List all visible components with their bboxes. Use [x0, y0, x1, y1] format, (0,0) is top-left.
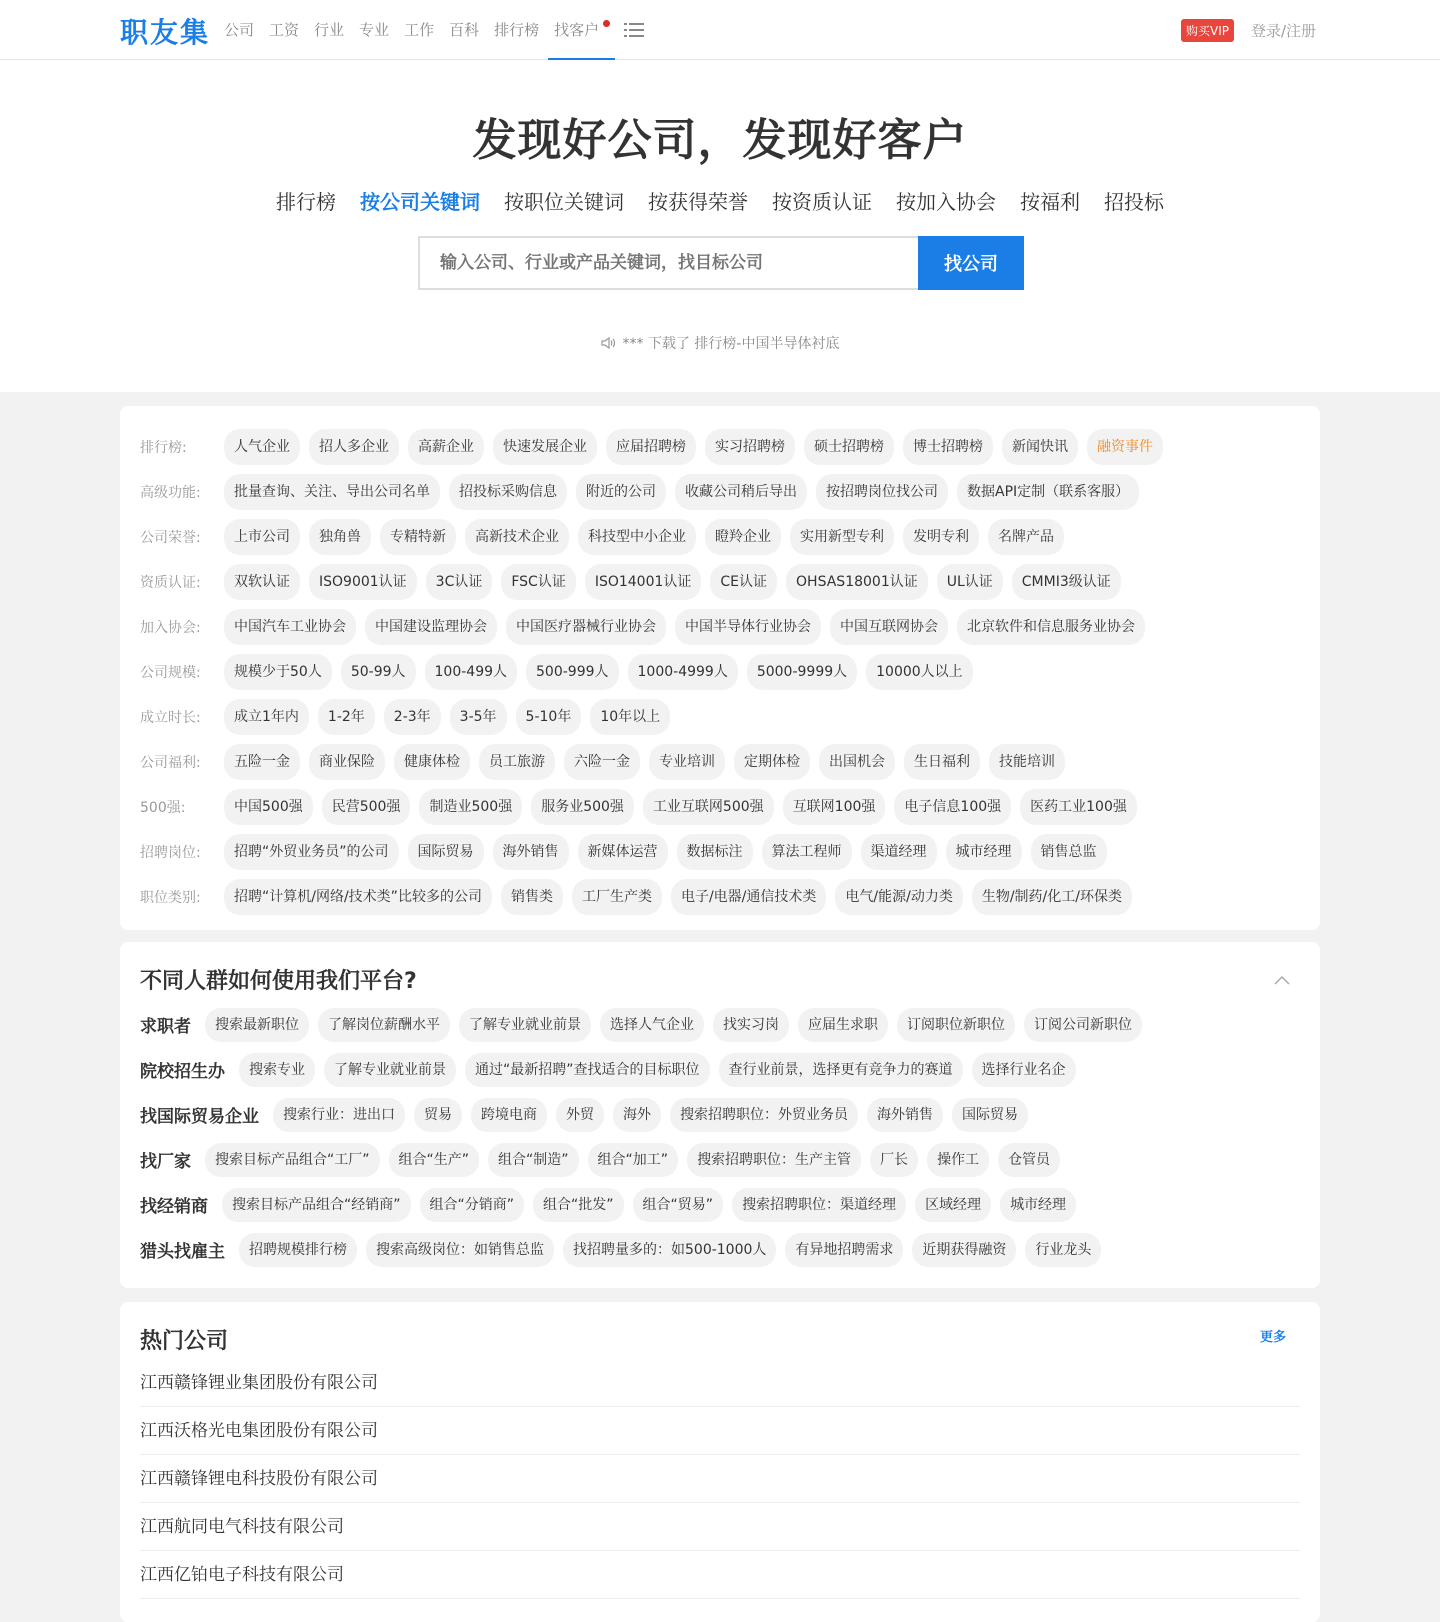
filter-chip[interactable]: 渠道经理: [861, 834, 937, 870]
usage-chip[interactable]: 城市经理: [1000, 1188, 1076, 1222]
nav-jobs[interactable]: 工作: [404, 21, 435, 39]
menu-list-icon[interactable]: [624, 0, 646, 60]
filter-chip[interactable]: 批量查询、关注、导出公司名单: [224, 474, 440, 510]
nav-salary[interactable]: 工资: [269, 21, 300, 39]
filter-chip[interactable]: ISO9001认证: [309, 564, 417, 600]
usage-chip[interactable]: 组合“贸易”: [633, 1188, 724, 1222]
tab-association[interactable]: 按加入协会: [896, 190, 996, 214]
filter-chip[interactable]: 3-5年: [450, 699, 507, 735]
usage-row-label: 找厂家: [140, 1152, 191, 1172]
filter-chip[interactable]: 销售类: [501, 879, 563, 915]
filter-chip[interactable]: 技能培训: [989, 744, 1065, 780]
usage-chip[interactable]: 组合“加工”: [588, 1143, 679, 1177]
filter-chip[interactable]: 中国医疗器械行业协会: [506, 609, 666, 645]
usage-guide-panel: [120, 942, 1320, 1288]
filter-chip[interactable]: 员工旅游: [479, 744, 555, 780]
nav-major[interactable]: 专业: [359, 21, 390, 39]
filter-label: 公司荣誉:: [140, 529, 201, 546]
tab-company-keyword[interactable]: 按公司关键词: [360, 190, 480, 214]
filter-chip[interactable]: 名牌产品: [988, 519, 1064, 555]
usage-chip[interactable]: 海外销售: [867, 1098, 943, 1132]
filter-label: 公司福利:: [140, 754, 201, 771]
filter-chip[interactable]: 博士招聘榜: [903, 429, 993, 465]
filter-chip[interactable]: 招投标采购信息: [449, 474, 567, 510]
filter-chip[interactable]: 5-10年: [516, 699, 582, 735]
usage-chip[interactable]: 海外: [613, 1098, 661, 1132]
usage-chip[interactable]: 找实习岗: [713, 1008, 789, 1042]
filter-chip[interactable]: 商业保险: [309, 744, 385, 780]
filter-chip[interactable]: 快速发展企业: [493, 429, 597, 465]
hot-companies-panel: [120, 1302, 1320, 1622]
filter-chip[interactable]: 工业互联网500强: [643, 789, 774, 825]
usage-chip[interactable]: 搜索高级岗位：如销售总监: [366, 1233, 554, 1267]
usage-chip[interactable]: 搜索目标产品组合“工厂”: [205, 1143, 380, 1177]
filter-chip[interactable]: 50-99人: [341, 654, 416, 690]
filter-chip[interactable]: 销售总监: [1031, 834, 1107, 870]
site-logo[interactable]: 职友集: [120, 16, 211, 49]
nav-find-clients[interactable]: [554, 0, 599, 60]
filter-chip[interactable]: 算法工程师: [762, 834, 852, 870]
hot-company-link[interactable]: 江西赣锋锂电科技股份有限公司: [140, 1455, 1300, 1503]
usage-chip[interactable]: 组合“批发”: [533, 1188, 624, 1222]
hot-company-link[interactable]: 江西亿铂电子科技有限公司: [140, 1551, 1300, 1599]
more-link[interactable]: 更多: [1259, 1330, 1286, 1345]
filter-chip[interactable]: 工厂生产类: [572, 879, 662, 915]
hero-title: 发现好公司，发现好客户: [472, 115, 968, 166]
notification-dot: [603, 20, 610, 27]
usage-chip[interactable]: 选择行业名企: [972, 1053, 1076, 1087]
usage-chip[interactable]: 选择人气企业: [600, 1008, 704, 1042]
filter-chip[interactable]: OHSAS18001认证: [786, 564, 928, 600]
tab-benefits[interactable]: 按福利: [1020, 190, 1080, 214]
filter-chip[interactable]: CMMI3级认证: [1012, 564, 1121, 600]
filter-chip[interactable]: 五险一金: [224, 744, 300, 780]
filter-chip[interactable]: 上市公司: [224, 519, 300, 555]
hot-title: 热门公司: [140, 1329, 229, 1354]
filter-chip[interactable]: 瞪羚企业: [705, 519, 781, 555]
filter-chip[interactable]: 医药工业100强: [1020, 789, 1137, 825]
filter-chip[interactable]: 独角兽: [309, 519, 371, 555]
nav-wiki[interactable]: 百科: [449, 21, 480, 39]
search-mode-tabs: [0, 186, 1440, 215]
hero-section: [0, 60, 1440, 392]
usage-chip[interactable]: 搜索招聘职位：外贸业务员: [670, 1098, 858, 1132]
filter-chip[interactable]: 北京软件和信息服务业协会: [957, 609, 1145, 645]
usage-chip[interactable]: 贸易: [414, 1098, 462, 1132]
filter-chip[interactable]: 健康体检: [394, 744, 470, 780]
tab-bidding[interactable]: 招投标: [1104, 190, 1164, 214]
usage-chip[interactable]: 搜索专业: [239, 1053, 315, 1087]
filter-chip[interactable]: 100-499人: [425, 654, 518, 690]
filter-chip[interactable]: 六险一金: [564, 744, 640, 780]
filter-chip[interactable]: 收藏公司稍后导出: [675, 474, 807, 510]
filter-chip[interactable]: 定期体检: [734, 744, 810, 780]
usage-row: [140, 1002, 1300, 1047]
usage-chip[interactable]: 搜索最新职位: [205, 1008, 309, 1042]
filter-chip[interactable]: 500-999人: [526, 654, 619, 690]
filter-label: 公司规模:: [140, 664, 201, 681]
filter-chip[interactable]: 中国互联网协会: [830, 609, 948, 645]
filter-chip[interactable]: 按招聘岗位找公司: [816, 474, 948, 510]
filter-chip[interactable]: 民营500强: [322, 789, 411, 825]
usage-chip[interactable]: 应届生求职: [798, 1008, 888, 1042]
top-header: [0, 0, 1440, 60]
filter-chip[interactable]: 应届招聘榜: [606, 429, 696, 465]
usage-chip[interactable]: 了解专业就业前景: [459, 1008, 591, 1042]
filter-chip[interactable]: 数据标注: [677, 834, 753, 870]
filter-chip[interactable]: 城市经理: [946, 834, 1022, 870]
nav-company[interactable]: 公司: [224, 21, 255, 39]
filter-chip[interactable]: 中国半导体行业协会: [675, 609, 821, 645]
usage-row: [140, 1182, 1300, 1227]
usage-chip[interactable]: 国际贸易: [952, 1098, 1028, 1132]
usage-chip[interactable]: 厂长: [870, 1143, 918, 1177]
usage-chip[interactable]: 找招聘量多的：如500-1000人: [563, 1233, 776, 1267]
hot-company-list: [140, 1359, 1300, 1599]
login-register-link[interactable]: 登录/注册: [1251, 22, 1317, 40]
filter-chip[interactable]: 中国建设监理协会: [365, 609, 497, 645]
filter-chip[interactable]: 融资事件: [1087, 429, 1163, 465]
usage-row: [140, 1047, 1300, 1092]
nav-ranking[interactable]: 排行榜: [494, 21, 540, 39]
filter-row: [140, 829, 1300, 874]
filter-row: [140, 739, 1300, 784]
filter-row: [140, 559, 1300, 604]
usage-chip[interactable]: 操作工: [927, 1143, 989, 1177]
usage-chip[interactable]: 查行业前景，选择更有竞争力的赛道: [719, 1053, 963, 1087]
filter-row: [140, 469, 1300, 514]
filter-chip[interactable]: 国际贸易: [408, 834, 484, 870]
filter-chip[interactable]: 10年以上: [590, 699, 670, 735]
usage-chip[interactable]: 行业龙头: [1025, 1233, 1101, 1267]
usage-row-label: 猎头找雇主: [140, 1242, 225, 1262]
filter-label: 高级功能:: [140, 484, 201, 501]
filter-chip[interactable]: 实习招聘榜: [705, 429, 795, 465]
filter-chip[interactable]: 生物/制药/化工/环保类: [972, 879, 1132, 915]
filter-chip[interactable]: 5000-9999人: [747, 654, 857, 690]
usage-chip[interactable]: 跨境电商: [471, 1098, 547, 1132]
filter-chip[interactable]: 出国机会: [819, 744, 895, 780]
filter-row: [140, 694, 1300, 739]
speaker-icon: [601, 336, 617, 350]
filter-chip[interactable]: 制造业500强: [419, 789, 522, 825]
usage-chip[interactable]: 搜索目标产品组合“经销商”: [222, 1188, 411, 1222]
filter-chip[interactable]: 新闻快讯: [1002, 429, 1078, 465]
usage-row: [140, 1092, 1300, 1137]
usage-title: 不同人群如何使用我们平台?: [140, 969, 417, 994]
filter-chip[interactable]: 高薪企业: [408, 429, 484, 465]
filter-chip[interactable]: 中国汽车工业协会: [224, 609, 356, 645]
filter-chip[interactable]: 专精特新: [380, 519, 456, 555]
filter-label: 职位类别:: [140, 889, 201, 906]
filter-chip[interactable]: 电子信息100强: [894, 789, 1011, 825]
filter-chip[interactable]: 电子/电器/通信技术类: [671, 879, 826, 915]
filter-chip[interactable]: 人气企业: [224, 429, 300, 465]
filter-chip[interactable]: 招人多企业: [309, 429, 399, 465]
tab-honors[interactable]: 按获得荣誉: [648, 190, 748, 214]
usage-chip[interactable]: 有异地招聘需求: [785, 1233, 903, 1267]
usage-chip[interactable]: 仓管员: [998, 1143, 1060, 1177]
usage-row-label: 找经销商: [140, 1197, 208, 1217]
filter-label: 加入协会:: [140, 619, 201, 636]
usage-row-label: 院校招生办: [140, 1062, 225, 1082]
filter-row: [140, 514, 1300, 559]
filter-chip[interactable]: 规模少于50人: [224, 654, 332, 690]
usage-row: [140, 1227, 1300, 1272]
hot-company-link[interactable]: 江西航同电气科技有限公司: [140, 1503, 1300, 1551]
find-company-button[interactable]: 找公司: [918, 236, 1024, 290]
usage-chip[interactable]: 订阅职位新职位: [897, 1008, 1015, 1042]
filter-chip[interactable]: CE认证: [710, 564, 777, 600]
hot-company-link[interactable]: 江西赣锋锂业集团股份有限公司: [140, 1359, 1300, 1407]
nav-industry[interactable]: 行业: [314, 21, 345, 39]
usage-chip[interactable]: 通过“最新招聘”查找适合的目标职位: [465, 1053, 710, 1087]
filter-label: 招聘岗位:: [140, 844, 201, 861]
filter-chip[interactable]: 发明专利: [903, 519, 979, 555]
usage-chip[interactable]: 搜索招聘职位：渠道经理: [732, 1188, 906, 1222]
usage-chip[interactable]: 组合“分销商”: [420, 1188, 525, 1222]
filter-chip[interactable]: 招聘“计算机/网络/技术类”比较多的公司: [224, 879, 492, 915]
usage-chip[interactable]: 搜索招聘职位：生产主管: [687, 1143, 861, 1177]
filter-chip[interactable]: 海外销售: [493, 834, 569, 870]
filter-chip[interactable]: 硕士招聘榜: [804, 429, 894, 465]
filter-label: 排行榜:: [140, 439, 187, 456]
usage-row: [140, 1137, 1300, 1182]
activity-notice: [0, 333, 1440, 353]
usage-rows: [140, 1002, 1300, 1272]
filter-chip[interactable]: 中国500强: [224, 789, 313, 825]
filter-row: [140, 784, 1300, 829]
filter-chip[interactable]: 新媒体运营: [578, 834, 668, 870]
chevron-up-icon[interactable]: [1274, 970, 1290, 989]
filter-chip[interactable]: 专业培训: [649, 744, 725, 780]
filter-chip[interactable]: 2-3年: [384, 699, 441, 735]
filter-label: 资质认证:: [140, 574, 201, 591]
filter-chip[interactable]: 服务业500强: [531, 789, 634, 825]
filter-chip[interactable]: 3C认证: [426, 564, 493, 600]
filter-chip[interactable]: 生日福利: [904, 744, 980, 780]
filter-chip[interactable]: 高新技术企业: [465, 519, 569, 555]
filter-chip[interactable]: 互联网100强: [783, 789, 886, 825]
filter-label: 成立时长:: [140, 709, 201, 726]
usage-chip[interactable]: 招聘规模排行榜: [239, 1233, 357, 1267]
company-search-box: [418, 236, 1024, 290]
tab-ranking[interactable]: 排行榜: [276, 190, 336, 214]
filter-chip[interactable]: 实用新型专利: [790, 519, 894, 555]
usage-chip[interactable]: 了解专业就业前景: [324, 1053, 456, 1087]
filter-chip[interactable]: 成立1年内: [224, 699, 309, 735]
filter-row: [140, 424, 1300, 469]
usage-chip[interactable]: 搜索行业：进出口: [273, 1098, 405, 1132]
usage-chip[interactable]: 近期获得融资: [912, 1233, 1016, 1267]
usage-row-label: 找国际贸易企业: [140, 1107, 259, 1127]
usage-chip[interactable]: 区域经理: [915, 1188, 991, 1222]
filter-panel: [120, 406, 1320, 930]
usage-chip[interactable]: 外贸: [556, 1098, 604, 1132]
nav-find-clients-label: 找客户: [554, 21, 600, 39]
hot-company-link[interactable]: 江西沃格光电集团股份有限公司: [140, 1407, 1300, 1455]
filter-chip[interactable]: 双软认证: [224, 564, 300, 600]
usage-row-label: 求职者: [140, 1017, 191, 1037]
tab-job-keyword[interactable]: 按职位关键词: [504, 190, 624, 214]
usage-chip[interactable]: 组合“生产”: [389, 1143, 480, 1177]
filter-chip[interactable]: 1-2年: [318, 699, 375, 735]
usage-chip[interactable]: 了解岗位薪酬水平: [318, 1008, 450, 1042]
filter-chip[interactable]: 1000-4999人: [628, 654, 738, 690]
buy-vip-button[interactable]: 购买VIP: [1181, 19, 1234, 42]
filter-chip[interactable]: 科技型中小企业: [578, 519, 696, 555]
filter-row: [140, 874, 1300, 919]
usage-chip[interactable]: 组合“制造”: [488, 1143, 579, 1177]
filter-chip[interactable]: 附近的公司: [576, 474, 666, 510]
usage-chip[interactable]: 订阅公司新职位: [1024, 1008, 1142, 1042]
filter-row: [140, 649, 1300, 694]
filter-chip[interactable]: FSC认证: [501, 564, 575, 600]
filter-row: [140, 604, 1300, 649]
tab-certification[interactable]: 按资质认证: [772, 190, 872, 214]
filter-chip[interactable]: 电气/能源/动力类: [835, 879, 962, 915]
main-nav: [224, 0, 646, 60]
filter-label: 500强:: [140, 799, 186, 816]
filter-chip[interactable]: ISO14001认证: [585, 564, 702, 600]
filter-chip[interactable]: UL认证: [937, 564, 1003, 600]
search-input[interactable]: [418, 236, 918, 290]
notice-text: *** 下载了 排行榜-中国半导体衬底: [622, 336, 840, 352]
filter-chip[interactable]: 数据API定制（联系客服）: [957, 474, 1139, 510]
filter-chip[interactable]: 10000人以上: [866, 654, 973, 690]
filter-chip[interactable]: 招聘“外贸业务员”的公司: [224, 834, 399, 870]
